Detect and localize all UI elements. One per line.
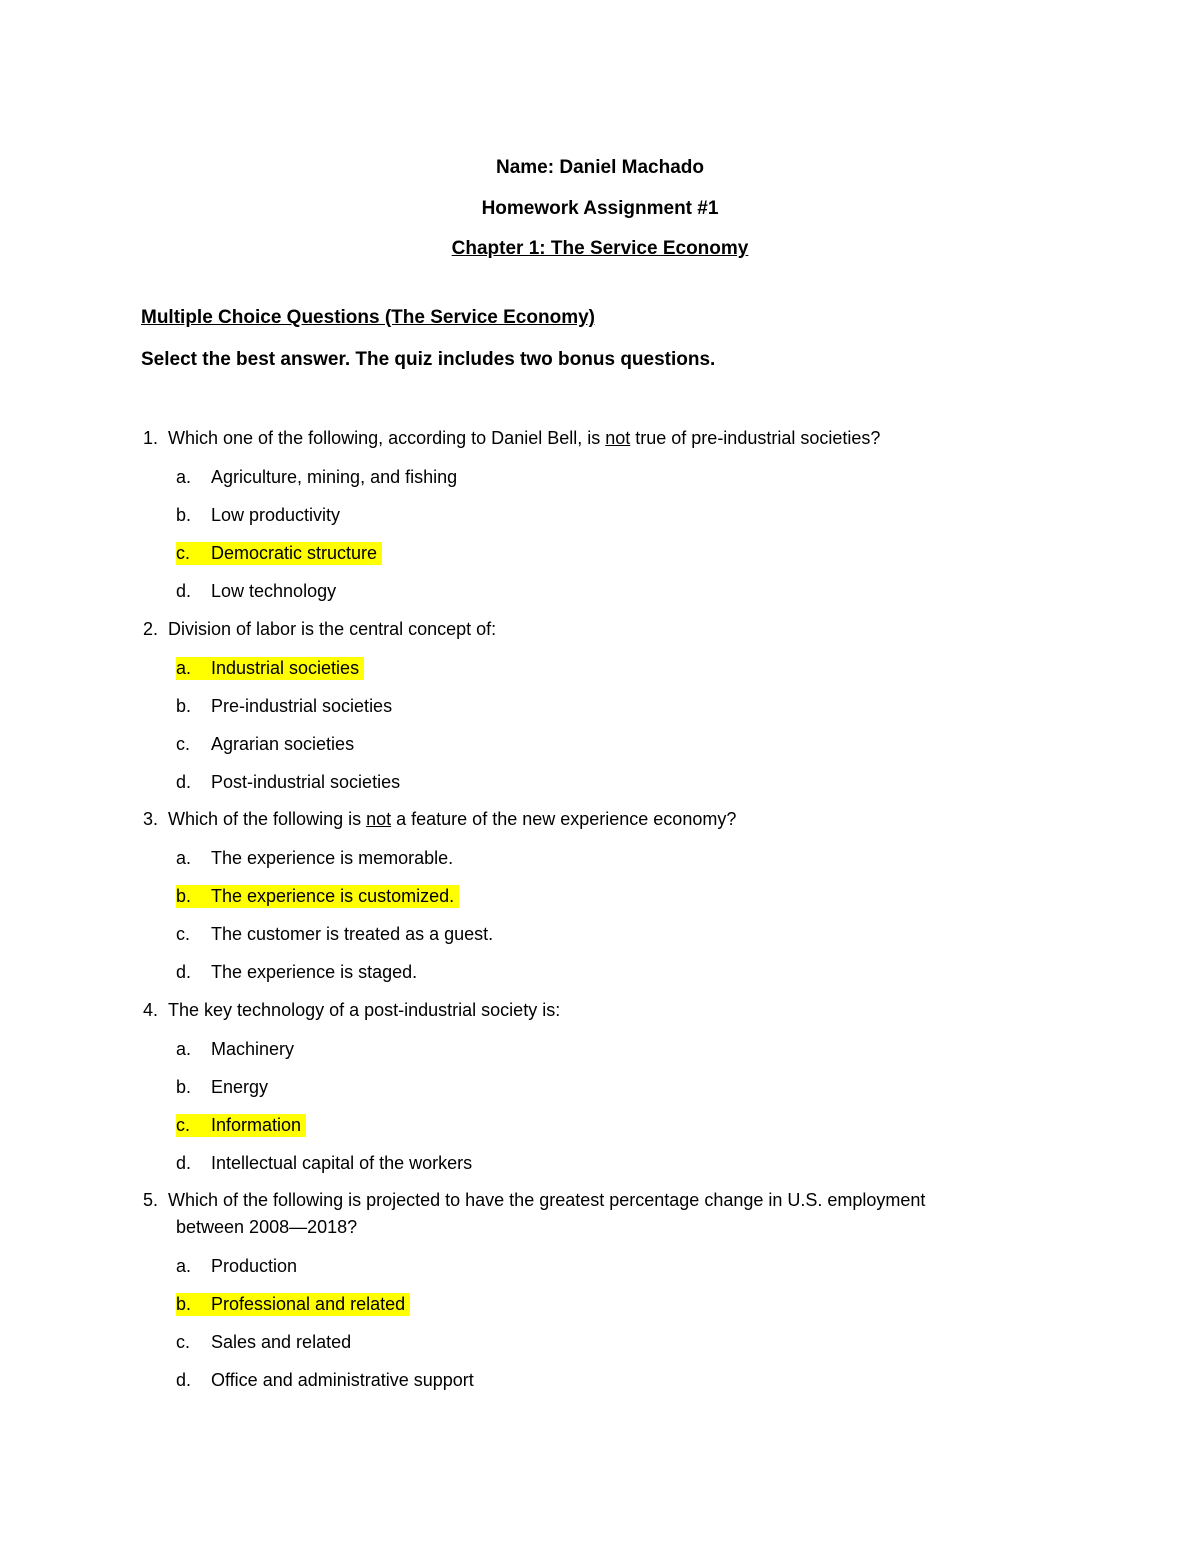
question-emphasis: not [605, 428, 631, 448]
question-number: 1. [143, 428, 159, 448]
option-1b [176, 504, 340, 527]
question-text: Which of the following is [168, 809, 367, 829]
option-letter: b. [176, 1294, 192, 1314]
option-text: Production [211, 1256, 298, 1276]
option-text: Low technology [211, 581, 337, 601]
option-text: Energy [211, 1077, 269, 1097]
option-3d [176, 961, 417, 984]
question-text: Division of labor is the central concept of: [168, 619, 497, 639]
option-2d [176, 771, 400, 794]
option-letter: b. [176, 1077, 192, 1097]
chapter-heading-wrap [0, 238, 1200, 260]
question-text: Which one of the following, according to Daniel Bell, is [168, 428, 606, 448]
option-2b [176, 695, 392, 718]
option-text: Post-industrial societies [211, 772, 401, 792]
option-5c [176, 1331, 351, 1354]
option-1d [176, 580, 336, 603]
option-text: Office and administrative support [211, 1370, 474, 1390]
question-1 [143, 428, 880, 449]
option-letter: a. [176, 467, 192, 487]
option-3b-answer [176, 885, 459, 908]
question-emphasis: not [366, 809, 392, 829]
option-letter: a. [176, 848, 192, 868]
option-1a [176, 466, 457, 489]
question-number: 5. [143, 1190, 159, 1210]
question-number: 2. [143, 619, 159, 639]
question-4 [143, 1000, 560, 1021]
option-text: The experience is memorable. [211, 848, 454, 868]
option-2c [176, 733, 354, 756]
option-letter: b. [176, 886, 192, 906]
assignment-title: Homework Assignment #1 [481, 198, 719, 219]
option-text: Information [211, 1115, 302, 1135]
option-letter: c. [176, 1332, 191, 1352]
option-letter: c. [176, 924, 191, 944]
option-5b-answer [176, 1293, 410, 1316]
option-letter: a. [176, 1256, 192, 1276]
option-4b [176, 1076, 268, 1099]
question-text: true of pre-industrial societies? [630, 428, 881, 448]
option-2a-answer [176, 657, 364, 680]
option-letter: c. [176, 543, 191, 563]
option-5d [176, 1369, 474, 1392]
option-letter: b. [176, 696, 192, 716]
option-letter: d. [176, 1370, 192, 1390]
question-text: Which of the following is projected to have the greatest percentage change in U.S. employment [168, 1190, 926, 1210]
chapter-heading: Chapter 1: The Service Economy [451, 238, 749, 259]
option-text: Sales and related [211, 1332, 352, 1352]
option-4c-answer [176, 1114, 306, 1137]
option-1c-answer [176, 542, 382, 565]
instructions: Select the best answer. The quiz includes two bonus questions. [141, 349, 716, 370]
question-3 [143, 809, 736, 830]
question-number: 3. [143, 809, 159, 829]
question-number: 4. [143, 1000, 159, 1020]
option-text: Agrarian societies [211, 734, 355, 754]
section-title-wrap [141, 307, 595, 329]
option-3a [176, 847, 453, 870]
option-text: Low productivity [211, 505, 341, 525]
option-3c [176, 923, 493, 946]
option-4a [176, 1038, 294, 1061]
question-2 [143, 619, 496, 640]
option-letter: d. [176, 962, 192, 982]
option-letter: b. [176, 505, 192, 525]
option-text: Professional and related [211, 1294, 406, 1314]
question-text: The key technology of a post-industrial society is: [168, 1000, 561, 1020]
option-letter: d. [176, 581, 192, 601]
option-letter: d. [176, 1153, 192, 1173]
question-5-continued: between 2008—2018? [176, 1217, 358, 1237]
option-text: The experience is customized. [211, 886, 455, 906]
option-text: Agriculture, mining, and fishing [211, 467, 458, 487]
option-letter: a. [176, 658, 192, 678]
option-text: Industrial societies [211, 658, 360, 678]
student-name: Name: Daniel Machado [496, 157, 704, 178]
option-letter: c. [176, 1115, 191, 1135]
option-text: The experience is staged. [211, 962, 418, 982]
section-title: Multiple Choice Questions (The Service Economy) [141, 307, 595, 328]
option-text: Democratic structure [211, 543, 378, 563]
option-text: Machinery [211, 1039, 295, 1059]
option-text: Intellectual capital of the workers [211, 1153, 473, 1173]
question-text: a feature of the new experience economy? [391, 809, 737, 829]
option-4d [176, 1152, 472, 1175]
option-text: Pre-industrial societies [211, 696, 393, 716]
option-letter: c. [176, 734, 191, 754]
option-5a [176, 1255, 297, 1278]
option-letter: a. [176, 1039, 192, 1059]
option-letter: d. [176, 772, 192, 792]
option-text: The customer is treated as a guest. [211, 924, 494, 944]
question-5 [143, 1190, 925, 1211]
